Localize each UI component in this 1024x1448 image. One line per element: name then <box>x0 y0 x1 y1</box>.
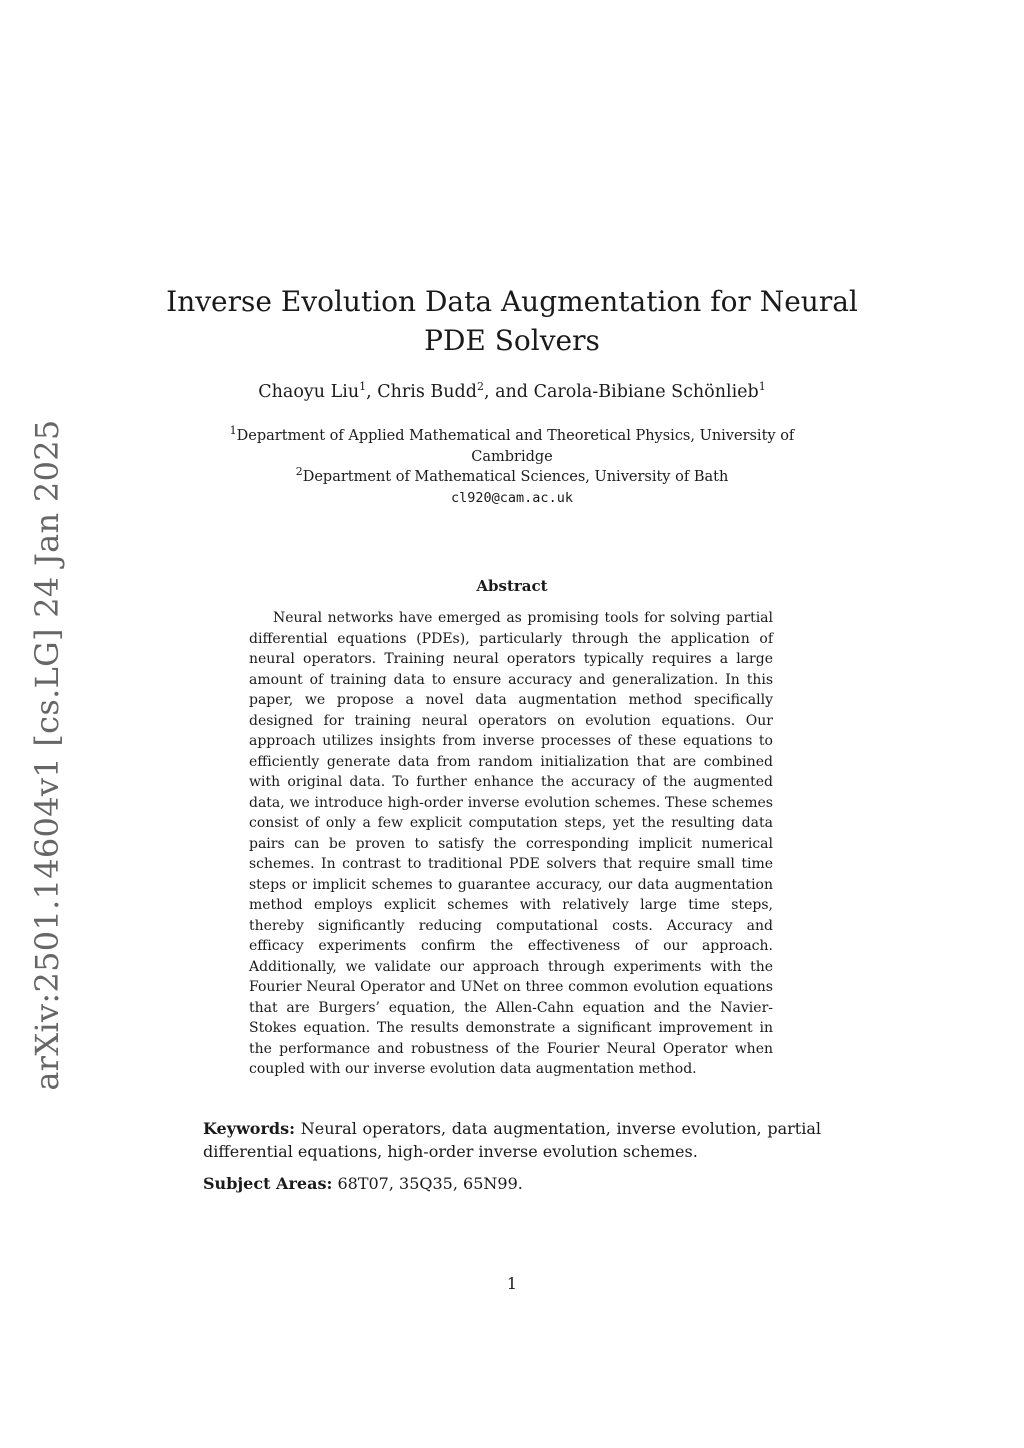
keywords-text: Neural operators, data augmentation, inverse evolution, partial differential equations, high-order inverse evolution schemes. <box>203 1119 821 1161</box>
paper-title: Inverse Evolution Data Augmentation for Neural PDE Solvers <box>166 285 858 357</box>
author-email: cl920@cam.ac.uk <box>451 489 573 506</box>
author-affiliation-mark: 2 <box>476 380 484 394</box>
affiliation-line <box>210 467 814 488</box>
author-affiliation-mark: 1 <box>758 380 766 394</box>
subject-areas-section <box>203 1172 821 1195</box>
page-number: 1 <box>506 1274 518 1293</box>
arxiv-identifier-stamp: arXiv:2501.14604v1 [cs.LG] 24 Jan 2025 <box>28 419 66 1091</box>
keywords-label: Keywords: <box>203 1119 296 1138</box>
affiliation-mark: 1 <box>229 424 237 438</box>
abstract-heading: Abstract <box>476 577 548 595</box>
author-list <box>140 382 884 402</box>
author-separator: , and <box>483 382 534 402</box>
subject-areas-text: 68T07, 35Q35, 65N99. <box>337 1174 523 1193</box>
affiliation-text: Department of Mathematical Sciences, University of Bath <box>302 469 729 485</box>
author-separator: , <box>366 382 378 402</box>
affiliation-line <box>210 426 814 467</box>
abstract-text: Neural networks have emerged as promising tools for solving partial differential equations (PDEs), particularly through the application of neural operators. Training neural operators typically requires a large amount of training data to ensure accuracy and generalization. In this paper, we propose a novel data augmentation method specifically designed for training neural operators on evolution equations. Our approach utilizes insights from inverse processes of these equations to efficiently generate data from random initialization that are combined with original data. To further enhance the accuracy of the augmented data, we introduce high-order inverse evolution schemes. These schemes consist of only a few explicit computation steps, yet the resulting data pairs can be proven to satisfy the corresponding implicit numerical schemes. In contrast to traditional PDE solvers that require small time steps or implicit schemes to guarantee accuracy, our data augmentation method employs explicit schemes with relatively large time steps, thereby significantly reducing computational costs. Accuracy and efficacy experiments confirm the effectiveness of our approach. Additionally, we validate our approach through experiments with the Fourier Neural Operator and UNet on three common evolution equations that are Burgers’ equation, the Allen-Cahn equation and the Navier-Stokes equation. The results demonstrate a significant improvement in the performance and robustness of the Fourier Neural Operator when coupled with our inverse evolution data augmentation method. <box>249 610 773 1077</box>
author-name: Chris Budd <box>377 382 477 402</box>
affiliation-text: Department of Applied Mathematical and Theoretical Physics, University of Cambridge <box>236 428 795 465</box>
affiliations <box>210 426 814 508</box>
affiliation-mark: 2 <box>295 465 303 479</box>
keywords-section <box>203 1117 821 1163</box>
author-name: Carola-Bibiane Schönlieb <box>533 382 759 402</box>
author-affiliation-mark: 1 <box>359 380 367 394</box>
subject-areas-label: Subject Areas: <box>203 1174 333 1193</box>
author-name: Chaoyu Liu <box>258 382 360 402</box>
